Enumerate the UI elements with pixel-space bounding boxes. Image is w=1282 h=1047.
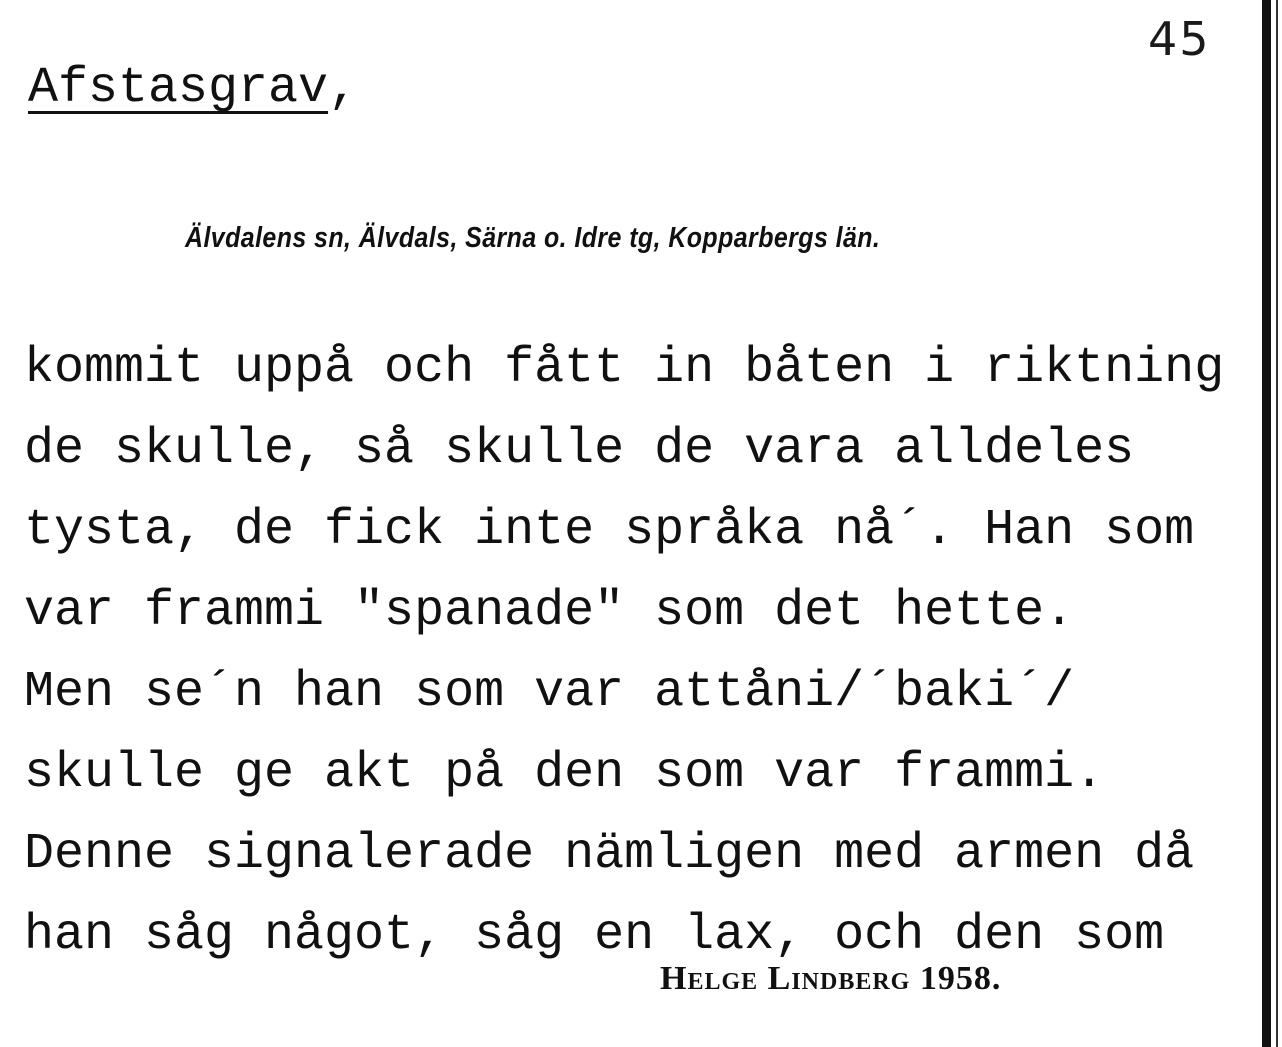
page-number: 45 [1148, 12, 1211, 66]
text-line: de skulle, så skulle de vara alldeles [24, 421, 1135, 478]
card-edge-line [1276, 0, 1278, 1047]
location-line: Älvdalens sn, Älvdals, Särna o. Idre tg, Kopparbergs län. [185, 222, 881, 254]
card-title: Afstasgrav [28, 60, 329, 117]
card-edge-bar [1262, 0, 1271, 1047]
typed-text-block [24, 328, 1224, 976]
text-line: han såg något, såg en lax, och den som [24, 907, 1165, 964]
text-line: tysta, de fick inte språka nå´. Han som [24, 502, 1195, 559]
text-line: var frammi "spanade" som det hette. [24, 583, 1075, 640]
collector-signature: Helge Lindberg 1958. [660, 960, 1002, 997]
text-line: kommit uppå och fått in båten i riktning [24, 340, 1225, 397]
text-line: skulle ge akt på den som var frammi. [24, 745, 1105, 802]
text-line: Denne signalerade nämligen med armen då [24, 826, 1195, 883]
text-line: Men se´n han som var attåni/´baki´/ [24, 664, 1075, 721]
title-comma: , [328, 60, 359, 117]
title-line [28, 60, 358, 117]
